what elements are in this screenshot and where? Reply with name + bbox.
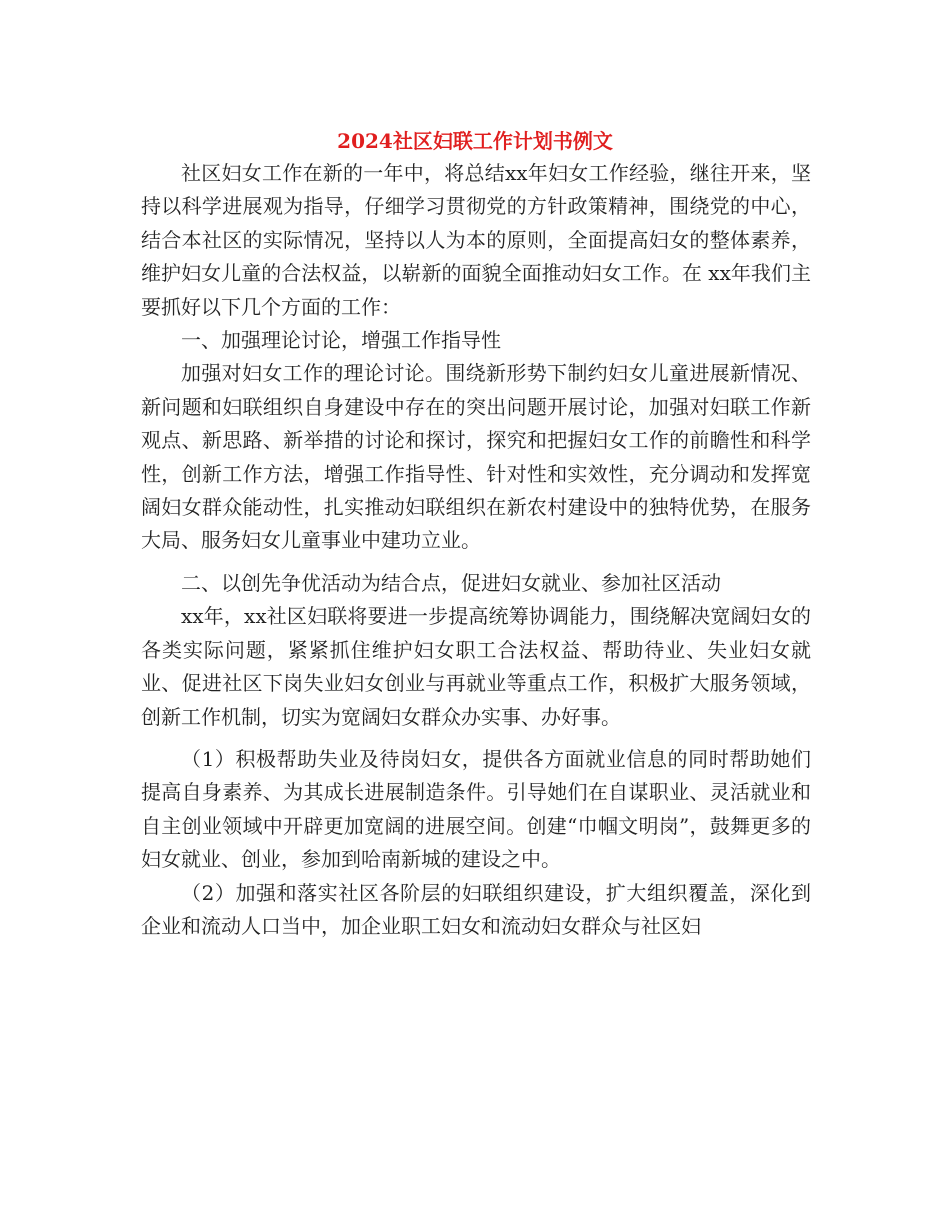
list-item-1: （1）积极帮助失业及待岗妇女，提供各方面就业信息的同时帮助她们提高自身素养、为其成长进展制造条件。引导她们在自谋职业、灵活就业和自主创业领域中开辟更加宽阔的进展空间。创建“巾帼文明岗”，鼓舞更多的妇女就业、创业，参加到哈南新城的建设之中。 bbox=[141, 746, 811, 872]
document-title: 2024社区妇联工作计划书例文 bbox=[337, 129, 613, 154]
document-body bbox=[141, 157, 811, 943]
paragraph-section-1: 加强对妇女工作的理论讨论。围绕新形势下制约妇女儿童进展新情况、新问题和妇联组织自身建设中存在的突出问题开展讨论，加强对妇联工作新观点、新思路、新举措的讨论和探讨，探究和把握妇女工作的前瞻性和科学性，创新工作方法，增强工作指导性、针对性和实效性，充分调动和发挥宽阔妇女群众能动性，扎实推动妇联组织在新农村建设中的独特优势，在服务大局、服务妇女儿童事业中建功立业。 bbox=[141, 361, 811, 553]
paragraph-section-2: xx年，xx社区妇联将要进一步提高统筹协调能力，围绕解决宽阔妇女的各类实际问题，紧紧抓住维护妇女职工合法权益、帮助待业、失业妇女就业、促进社区下岗失业妇女创业与再就业等重点工作，积极扩大服务领域，创新工作机制，切实为宽阔妇女群众办实事、办好事。 bbox=[141, 604, 811, 729]
list-item-2: （2）加强和落实社区各阶层的妇联组织建设，扩大组织覆盖，深化到企业和流动人口当中，加企业职工妇女和流动妇女群众与社区妇 bbox=[141, 880, 811, 938]
section-heading-1: 一、加强理论讨论，增强工作指导性 bbox=[181, 328, 501, 353]
section-heading-2: 二、以创先争优活动为结合点，促进妇女就业、参加社区活动 bbox=[181, 570, 721, 595]
paragraph-intro: 社区妇女工作在新的一年中，将总结xx年妇女工作经验，继往开来，坚持以科学进展观为指导，仔细学习贯彻党的方针政策精神，围绕党的中心，结合本社区的实际情况，坚持以人为本的原则，全面提高妇女的整体素养，维护妇女儿童的合法权益，以崭新的面貌全面推动妇女工作。在 xx年我们主要抓好以下几个方面的工作： bbox=[141, 161, 811, 319]
